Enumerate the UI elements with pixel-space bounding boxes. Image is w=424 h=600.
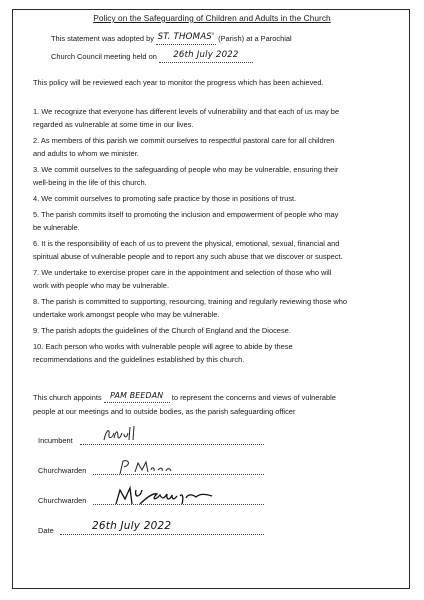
date-label: Date [38,526,54,535]
parish-name-field [156,32,216,44]
churchwarden1-signature [117,458,173,478]
policy-item-7-line-1: 7. We undertake to exercise proper care in the appointment and selection of those who will [33,268,332,277]
churchwarden2-signature-text [0,0,1,1]
policy-item-5-line-2: be vulnerable. [33,223,80,232]
officer-name-handwritten: PAM BEEDAN [110,391,164,400]
parish-name-dotted-line [156,44,216,45]
officer-name-dotted-line [104,402,170,403]
appointment-suffix: to represent the concerns and views of vulnerable [171,393,336,402]
churchwarden2-signature [112,484,216,510]
policy-item-10-line-1: 10. Each person who works with vulnerable people will agree to abide by these [33,342,293,351]
policy-item-10-line-2: recommendations and the guidelines established by this church. [33,355,245,364]
policy-item-7-line-2: work with people who may be vulnerable. [33,281,170,290]
meeting-date-dotted-line [159,62,253,63]
churchwarden2-label: Churchwarden [38,496,87,505]
date-handwritten: 26th July 2022 [92,520,172,532]
policy-item-3-line-1: 3. We commit ourselves to the safeguarding of people who may be vulnerable, ensuring their [33,165,339,174]
parish-name-handwritten: ST. THOMAS' [157,32,215,42]
policy-item-2-line-2: and adults to whom we minister. [33,149,139,158]
review-statement: This policy will be reviewed each year to monitor the progress which has been achieved. [33,78,324,87]
meeting-line [51,50,253,62]
incumbent-label: Incumbent [38,436,73,445]
incumbent-signature [100,424,140,446]
adoption-line [51,32,292,44]
meeting-prefix: Church Council meeting held on [51,52,157,61]
date-dotted-line [60,534,264,535]
policy-item-6-line-2: spiritual abuse of vulnerable people and to report any such abuse that we discover or suspect. [33,252,343,261]
adoption-suffix: (Parish) at a Parochial [218,34,292,43]
policy-item-9-line-1: 9. The parish adopts the guidelines of the Church of England and the Diocese. [33,326,291,335]
policy-item-5-line-1: 5. The parish commits itself to promoting the inclusion and empowerment of people who may [33,210,339,219]
policy-item-3-line-2: well-being in the life of this church. [33,178,147,187]
meeting-date-handwritten: 26th July 2022 [173,50,239,60]
adoption-prefix: This statement was adopted by [51,34,154,43]
officer-name-field [104,391,170,402]
policy-item-4-line-1: 4. We commit ourselves to promoting safe practice by those in positions of trust. [33,194,297,203]
policy-item-1-line-1: 1. We recognize that everyone has different levels of vulnerability and that each of us may be [33,107,340,116]
appointment-prefix: This church appoints [33,393,102,402]
churchwarden1-label: Churchwarden [38,466,87,475]
policy-item-1-line-2: regarded as vulnerable at some time in our lives. [33,120,194,129]
document-title: Policy on the Safeguarding of Children and Adults in the Church [93,13,331,23]
appointment-line [33,391,336,402]
policy-item-8-line-2: undertake work amongst people who may be vulnerable. [33,310,220,319]
policy-item-2-line-1: 2. As members of this parish we commit ourselves to respectful pastoral care for all children [33,136,335,145]
policy-item-8-line-1: 8. The parish is committed to supporting, resourcing, training and regularly reviewing those who [33,297,348,306]
policy-item-6-line-1: 6. It is the responsibility of each of us to prevent the physical, emotional, sexual, financial and [33,239,340,248]
appointment-line-2: people at our meetings and to outside bodies, as the parish safeguarding officer [33,407,296,416]
meeting-date-field [159,50,253,62]
